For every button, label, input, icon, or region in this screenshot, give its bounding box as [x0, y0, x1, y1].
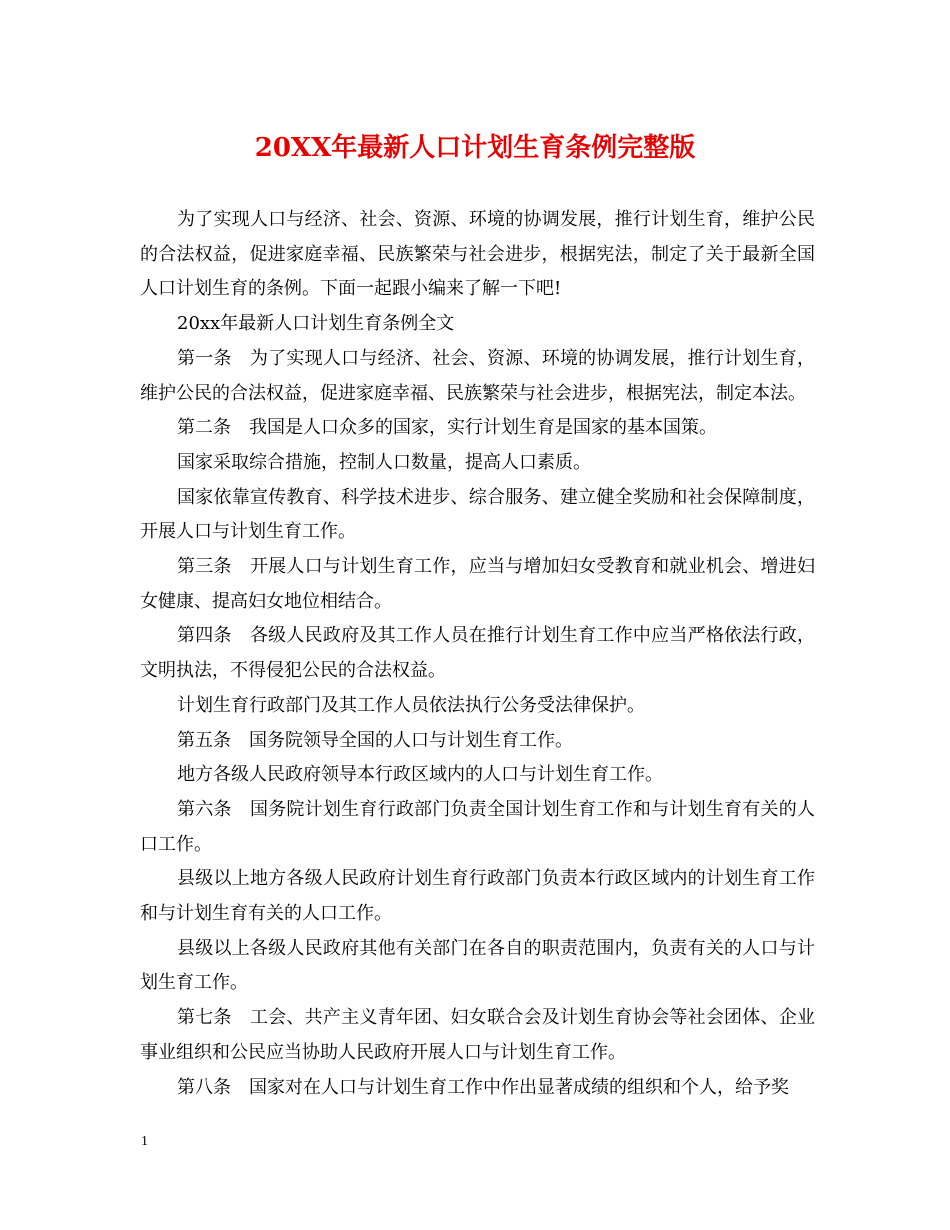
paragraph-article-4-clause-2: 计划生育行政部门及其工作人员依法执行公务受法律保护。 — [177, 694, 645, 716]
paragraph-article-2: 第二条 我国是人口众多的国家，实行计划生育是国家的基本国策。 — [177, 417, 717, 439]
paragraph-article-6-clause-3: 县级以上各级人民政府其他有关部门在各自的职责范围内，负责有关的人口与计划生育工作。 — [140, 937, 815, 994]
paragraph-intro: 为了实现人口与经济、社会、资源、环境的协调发展，推行计划生育，维护公民的合法权益，促进家庭幸福、民族繁荣与社会进步，根据宪法，制定了关于最新全国人口计划生育的条例。下面一起跟小编来了解一下吧! — [140, 209, 815, 300]
paragraph-article-5: 第五条 国务院领导全国的人口与计划生育工作。 — [177, 729, 573, 751]
paragraph-article-1: 第一条 为了实现人口与经济、社会、资源、环境的协调发展，推行计划生育，维护公民的合法权益，促进家庭幸福、民族繁荣与社会进步，根据宪法，制定本法。 — [140, 347, 815, 404]
paragraph-article-2-clause-3: 国家依靠宣传教育、科学技术进步、综合服务、建立健全奖励和社会保障制度，开展人口与计划生育工作。 — [140, 486, 815, 543]
paragraph-article-3: 第三条 开展人口与计划生育工作，应当与增加妇女受教育和就业机会、增进妇女健康、提高妇女地位相结合。 — [140, 556, 815, 612]
paragraph-article-4: 第四条 各级人民政府及其工作人员在推行计划生育工作中应当严格依法行政，文明执法，不得侵犯公民的合法权益。 — [140, 625, 815, 682]
paragraph-article-5-clause-2: 地方各级人民政府领导本行政区域内的人口与计划生育工作。 — [177, 764, 663, 786]
document-title: 20XX年最新人口计划生育条例完整版 — [254, 133, 696, 163]
paragraph-article-8: 第八条 国家对在人口与计划生育工作中作出显著成绩的组织和个人，给予奖 — [177, 1076, 789, 1098]
paragraph-article-6-clause-2: 县级以上地方各级人民政府计划生育行政部门负责本行政区域内的计划生育工作和与计划生育有关的人口工作。 — [140, 868, 815, 925]
page-number: 1 — [141, 1134, 148, 1149]
document-body — [140, 203, 815, 1105]
paragraph-article-7: 第七条 工会、共产主义青年团、妇女联合会及计划生育协会等社会团体、企业事业组织和公民应当协助人民政府开展人口与计划生育工作。 — [140, 1007, 815, 1063]
paragraph-article-6: 第六条 国务院计划生育行政部门负责全国计划生育工作和与计划生育有关的人口工作。 — [140, 798, 815, 855]
paragraph-article-2-clause-2: 国家采取综合措施，控制人口数量，提高人口素质。 — [177, 451, 591, 473]
paragraph-fulltext-heading: 20xx年最新人口计划生育条例全文 — [177, 313, 455, 335]
